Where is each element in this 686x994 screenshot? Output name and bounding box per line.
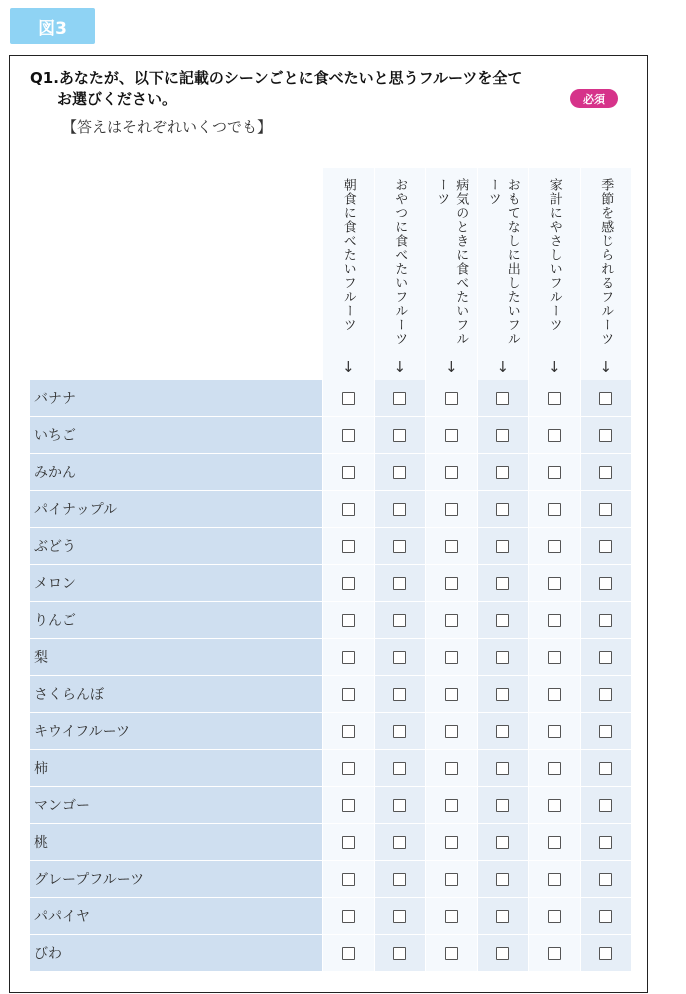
matrix-cell xyxy=(374,750,426,787)
matrix-cell xyxy=(425,639,477,676)
checkbox[interactable] xyxy=(548,540,561,553)
matrix-cell xyxy=(477,454,529,491)
matrix-cell xyxy=(580,639,632,676)
checkbox[interactable] xyxy=(548,947,561,960)
matrix-cell xyxy=(580,528,632,565)
checkbox[interactable] xyxy=(445,651,458,664)
matrix-cell xyxy=(580,935,632,972)
checkbox[interactable] xyxy=(496,947,509,960)
matrix-cell xyxy=(322,676,374,713)
checkbox[interactable] xyxy=(496,836,509,849)
figure-label: 図3 xyxy=(10,8,95,44)
checkbox[interactable] xyxy=(342,725,355,738)
matrix-cell xyxy=(425,491,477,528)
checkbox[interactable] xyxy=(496,910,509,923)
matrix-cell xyxy=(528,713,580,750)
column-header-label: 家計にやさしいフルーツ xyxy=(546,178,562,332)
checkbox[interactable] xyxy=(548,910,561,923)
matrix-cell xyxy=(322,417,374,454)
row-label: マンゴー xyxy=(30,787,322,824)
row-label: びわ xyxy=(30,935,322,972)
checkbox[interactable] xyxy=(393,873,406,886)
row-label: パイナップル xyxy=(30,491,322,528)
header-blank xyxy=(30,168,322,380)
checkbox[interactable] xyxy=(599,466,612,479)
matrix-cell xyxy=(322,898,374,935)
checkbox[interactable] xyxy=(445,577,458,590)
checkbox[interactable] xyxy=(599,688,612,701)
checkbox[interactable] xyxy=(548,577,561,590)
checkbox[interactable] xyxy=(548,466,561,479)
checkbox[interactable] xyxy=(342,392,355,405)
checkbox[interactable] xyxy=(599,651,612,664)
checkbox[interactable] xyxy=(548,429,561,442)
column-header-label: おもてなしに出したいフルーツ xyxy=(485,178,520,346)
question-title xyxy=(30,68,560,110)
down-arrow-icon: ↓ xyxy=(599,358,613,376)
matrix-cell xyxy=(477,417,529,454)
matrix-cell xyxy=(374,565,426,602)
matrix-cell xyxy=(425,528,477,565)
checkbox[interactable] xyxy=(393,651,406,664)
matrix-cell xyxy=(425,750,477,787)
matrix-cell xyxy=(477,602,529,639)
checkbox[interactable] xyxy=(393,836,406,849)
matrix-cell xyxy=(322,861,374,898)
checkbox[interactable] xyxy=(342,651,355,664)
matrix-cell xyxy=(580,750,632,787)
matrix-cell xyxy=(528,417,580,454)
matrix-cell xyxy=(528,639,580,676)
matrix-cell xyxy=(322,787,374,824)
checkbox[interactable] xyxy=(599,762,612,775)
matrix-cell xyxy=(477,565,529,602)
checkbox[interactable] xyxy=(393,725,406,738)
row-label: メロン xyxy=(30,565,322,602)
matrix-cell xyxy=(477,750,529,787)
checkbox[interactable] xyxy=(496,429,509,442)
matrix-cell xyxy=(477,824,529,861)
matrix-cell xyxy=(580,861,632,898)
matrix-cell xyxy=(528,935,580,972)
checkbox[interactable] xyxy=(496,577,509,590)
question-text-line1: あなたが、以下に記載のシーンごとに食べたいと思うフルーツを全て xyxy=(58,69,523,87)
checkbox[interactable] xyxy=(599,836,612,849)
checkbox[interactable] xyxy=(393,540,406,553)
checkbox[interactable] xyxy=(445,540,458,553)
row-label: 柿 xyxy=(30,750,322,787)
matrix-cell xyxy=(425,861,477,898)
checkbox[interactable] xyxy=(599,392,612,405)
matrix-cell xyxy=(528,565,580,602)
matrix-cell xyxy=(322,639,374,676)
matrix-cell xyxy=(580,491,632,528)
row-label: りんご xyxy=(30,602,322,639)
column-header-label: 病気のときに食べたいフルーツ xyxy=(434,178,469,346)
matrix-cell xyxy=(425,824,477,861)
checkbox[interactable] xyxy=(496,466,509,479)
question-number: Q1. xyxy=(30,69,59,87)
checkbox[interactable] xyxy=(548,873,561,886)
matrix-cell xyxy=(425,898,477,935)
matrix-cell xyxy=(425,676,477,713)
matrix-cell xyxy=(477,935,529,972)
matrix-cell xyxy=(322,528,374,565)
row-label: キウイフルーツ xyxy=(30,713,322,750)
matrix-cell xyxy=(528,454,580,491)
survey-question-panel xyxy=(9,55,648,993)
matrix-cell xyxy=(580,713,632,750)
down-arrow-icon: ↓ xyxy=(496,358,510,376)
matrix-cell xyxy=(580,380,632,417)
matrix-cell xyxy=(425,713,477,750)
matrix-cell xyxy=(477,787,529,824)
matrix-cell xyxy=(528,787,580,824)
matrix-cell xyxy=(374,454,426,491)
row-label: さくらんぼ xyxy=(30,676,322,713)
matrix-cell xyxy=(374,898,426,935)
column-header xyxy=(528,168,580,380)
answer-matrix xyxy=(30,168,631,972)
checkbox[interactable] xyxy=(548,651,561,664)
down-arrow-icon: ↓ xyxy=(547,358,561,376)
matrix-cell xyxy=(425,417,477,454)
matrix-cell xyxy=(528,750,580,787)
matrix-cell xyxy=(322,454,374,491)
matrix-cell xyxy=(425,380,477,417)
matrix-cell xyxy=(374,861,426,898)
checkbox[interactable] xyxy=(548,799,561,812)
matrix-cell xyxy=(322,565,374,602)
checkbox[interactable] xyxy=(445,392,458,405)
matrix-cell xyxy=(528,824,580,861)
checkbox[interactable] xyxy=(548,614,561,627)
matrix-cell xyxy=(477,639,529,676)
matrix-cell xyxy=(374,824,426,861)
checkbox[interactable] xyxy=(599,799,612,812)
matrix-cell xyxy=(580,454,632,491)
matrix-cell xyxy=(374,528,426,565)
checkbox[interactable] xyxy=(496,762,509,775)
checkbox[interactable] xyxy=(548,762,561,775)
matrix-cell xyxy=(477,528,529,565)
matrix-cell xyxy=(322,713,374,750)
matrix-cell xyxy=(425,935,477,972)
matrix-cell xyxy=(322,935,374,972)
column-header xyxy=(477,168,529,380)
checkbox[interactable] xyxy=(599,429,612,442)
checkbox[interactable] xyxy=(599,540,612,553)
checkbox[interactable] xyxy=(342,540,355,553)
checkbox[interactable] xyxy=(342,466,355,479)
checkbox[interactable] xyxy=(342,799,355,812)
checkbox[interactable] xyxy=(548,836,561,849)
matrix-cell xyxy=(580,787,632,824)
checkbox[interactable] xyxy=(342,503,355,516)
matrix-cell xyxy=(374,676,426,713)
column-header xyxy=(425,168,477,380)
checkbox[interactable] xyxy=(445,836,458,849)
column-header xyxy=(374,168,426,380)
matrix-cell xyxy=(580,417,632,454)
matrix-cell xyxy=(374,935,426,972)
matrix-cell xyxy=(425,454,477,491)
checkbox[interactable] xyxy=(393,947,406,960)
checkbox[interactable] xyxy=(548,392,561,405)
checkbox[interactable] xyxy=(393,392,406,405)
checkbox[interactable] xyxy=(548,688,561,701)
matrix-cell xyxy=(477,861,529,898)
matrix-cell xyxy=(477,491,529,528)
checkbox[interactable] xyxy=(496,614,509,627)
checkbox[interactable] xyxy=(496,651,509,664)
down-arrow-icon: ↓ xyxy=(444,358,458,376)
checkbox[interactable] xyxy=(393,688,406,701)
checkbox[interactable] xyxy=(599,873,612,886)
checkbox[interactable] xyxy=(342,577,355,590)
checkbox[interactable] xyxy=(393,577,406,590)
checkbox[interactable] xyxy=(548,503,561,516)
checkbox[interactable] xyxy=(445,725,458,738)
checkbox[interactable] xyxy=(445,503,458,516)
matrix-cell xyxy=(477,380,529,417)
checkbox[interactable] xyxy=(496,799,509,812)
matrix-cell xyxy=(322,824,374,861)
matrix-cell xyxy=(374,639,426,676)
checkbox[interactable] xyxy=(548,725,561,738)
matrix-cell xyxy=(528,676,580,713)
matrix-cell xyxy=(425,787,477,824)
checkbox[interactable] xyxy=(445,688,458,701)
matrix-cell xyxy=(322,491,374,528)
checkbox[interactable] xyxy=(342,429,355,442)
matrix-cell xyxy=(374,417,426,454)
matrix-cell xyxy=(580,565,632,602)
checkbox[interactable] xyxy=(599,614,612,627)
matrix-cell xyxy=(374,380,426,417)
down-arrow-icon: ↓ xyxy=(393,358,407,376)
matrix-cell xyxy=(580,676,632,713)
matrix-cell xyxy=(528,861,580,898)
checkbox[interactable] xyxy=(393,429,406,442)
matrix-cell xyxy=(580,602,632,639)
matrix-cell xyxy=(374,602,426,639)
matrix-cell xyxy=(528,602,580,639)
checkbox[interactable] xyxy=(393,799,406,812)
checkbox[interactable] xyxy=(496,688,509,701)
checkbox[interactable] xyxy=(599,910,612,923)
matrix-cell xyxy=(425,602,477,639)
checkbox[interactable] xyxy=(445,762,458,775)
checkbox[interactable] xyxy=(393,614,406,627)
checkbox[interactable] xyxy=(496,873,509,886)
column-header xyxy=(322,168,374,380)
checkbox[interactable] xyxy=(445,947,458,960)
matrix-cell xyxy=(374,787,426,824)
checkbox[interactable] xyxy=(342,873,355,886)
checkbox[interactable] xyxy=(393,910,406,923)
matrix-cell xyxy=(322,602,374,639)
question-text-line2: お選びください。 xyxy=(57,90,178,108)
checkbox[interactable] xyxy=(445,614,458,627)
row-label: バナナ xyxy=(30,380,322,417)
checkbox[interactable] xyxy=(342,614,355,627)
checkbox[interactable] xyxy=(445,429,458,442)
matrix-cell xyxy=(528,898,580,935)
checkbox[interactable] xyxy=(342,910,355,923)
row-label: 梨 xyxy=(30,639,322,676)
checkbox[interactable] xyxy=(599,947,612,960)
checkbox[interactable] xyxy=(393,762,406,775)
matrix-cell xyxy=(528,528,580,565)
matrix-cell xyxy=(322,380,374,417)
checkbox[interactable] xyxy=(496,503,509,516)
checkbox[interactable] xyxy=(496,725,509,738)
checkbox[interactable] xyxy=(599,725,612,738)
matrix-cell xyxy=(580,898,632,935)
checkbox[interactable] xyxy=(496,392,509,405)
matrix-cell xyxy=(322,750,374,787)
checkbox[interactable] xyxy=(342,688,355,701)
column-header-label: 朝食に食べたいフルーツ xyxy=(340,178,356,332)
checkbox[interactable] xyxy=(393,466,406,479)
checkbox[interactable] xyxy=(599,503,612,516)
row-label: みかん xyxy=(30,454,322,491)
checkbox[interactable] xyxy=(342,762,355,775)
checkbox[interactable] xyxy=(445,910,458,923)
matrix-cell xyxy=(477,898,529,935)
matrix-cell xyxy=(374,491,426,528)
row-label: ぶどう xyxy=(30,528,322,565)
checkbox[interactable] xyxy=(445,466,458,479)
checkbox[interactable] xyxy=(393,503,406,516)
question-note: 【答えはそれぞれいくつでも】 xyxy=(62,118,273,136)
checkbox[interactable] xyxy=(496,540,509,553)
column-header xyxy=(580,168,632,380)
matrix-cell xyxy=(425,565,477,602)
checkbox[interactable] xyxy=(599,577,612,590)
required-badge: 必須 xyxy=(570,89,618,108)
matrix-cell xyxy=(477,713,529,750)
checkbox[interactable] xyxy=(445,799,458,812)
row-label: パパイヤ xyxy=(30,898,322,935)
checkbox[interactable] xyxy=(342,836,355,849)
matrix-cell xyxy=(477,676,529,713)
checkbox[interactable] xyxy=(445,873,458,886)
matrix-cell xyxy=(580,824,632,861)
column-header-label: おやつに食べたいフルーツ xyxy=(392,178,408,346)
matrix-cell xyxy=(528,491,580,528)
down-arrow-icon: ↓ xyxy=(341,358,355,376)
matrix-cell xyxy=(528,380,580,417)
row-label: グレープフルーツ xyxy=(30,861,322,898)
checkbox[interactable] xyxy=(342,947,355,960)
row-label: いちご xyxy=(30,417,322,454)
column-header-label: 季節を感じられるフルーツ xyxy=(598,178,614,346)
matrix-cell xyxy=(374,713,426,750)
row-label: 桃 xyxy=(30,824,322,861)
